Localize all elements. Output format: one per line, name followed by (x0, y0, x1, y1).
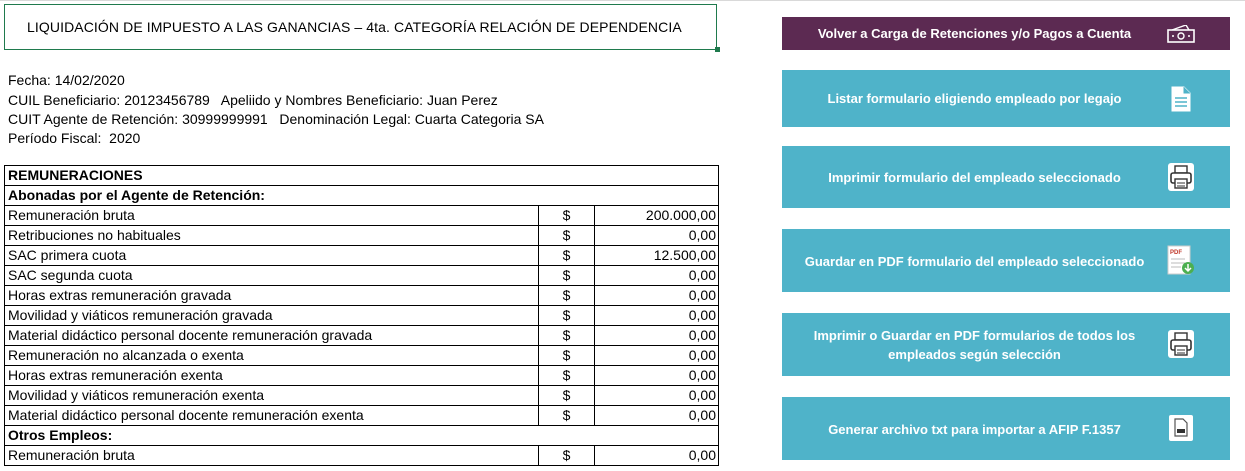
imprimir-formulario-button[interactable] (782, 146, 1230, 208)
document-icon (1166, 86, 1196, 112)
table-row (5, 226, 719, 246)
table-row (5, 306, 719, 326)
printer-icon (1166, 162, 1196, 192)
table-row (5, 406, 719, 426)
row-currency: $ (539, 206, 595, 226)
row-label: Material didáctico personal docente remuneración exenta (5, 406, 539, 426)
generar-txt-label: Generar archivo txt para importar a AFIP F.1357 (828, 422, 1121, 437)
money-icon (1166, 25, 1196, 43)
subsection-header: Abonadas por el Agente de Retención: (5, 186, 719, 206)
subsection-header: Otros Empleos: (5, 426, 719, 446)
imprimir-todos-button[interactable] (782, 313, 1230, 376)
page-title: LIQUIDACIÓN DE IMPUESTO A LAS GANANCIAS – 4ta. CATEGORÍA RELACIÓN DE DEPENDENCIA (4, 4, 717, 50)
row-amount: 0,00 (595, 266, 719, 286)
row-amount: 0,00 (595, 446, 719, 466)
row-currency: $ (539, 366, 595, 386)
row-currency: $ (539, 326, 595, 346)
row-label: Horas extras remuneración exenta (5, 366, 539, 386)
svg-text:PDF: PDF (1170, 250, 1182, 256)
fecha-text: Fecha: 14/02/2020 (8, 72, 125, 88)
row-currency: $ (539, 446, 595, 466)
row-amount: 200.000,00 (595, 206, 719, 226)
row-label: Remuneración bruta (5, 206, 539, 226)
row-label: SAC segunda cuota (5, 266, 539, 286)
table-row (5, 206, 719, 226)
row-label: Remuneración bruta (5, 446, 539, 466)
row-amount: 0,00 (595, 366, 719, 386)
row-currency: $ (539, 246, 595, 266)
periodo-fiscal-text: Período Fiscal: 2020 (8, 130, 141, 146)
row-label: Horas extras remuneración gravada (5, 286, 539, 306)
table-row (5, 346, 719, 366)
row-currency: $ (539, 266, 595, 286)
row-label: Retribuciones no habituales (5, 226, 539, 246)
selection-handle (715, 47, 720, 52)
table-section-row (5, 166, 719, 186)
row-amount: 0,00 (595, 306, 719, 326)
table-subsection-row (5, 186, 719, 206)
row-currency: $ (539, 226, 595, 246)
pdf-download-icon (1166, 245, 1196, 275)
row-currency: $ (539, 306, 595, 326)
table-row (5, 286, 719, 306)
guardar-pdf-button[interactable] (782, 229, 1230, 292)
row-currency: $ (539, 386, 595, 406)
row-label: Remuneración no alcanzada o exenta (5, 346, 539, 366)
table-row (5, 266, 719, 286)
section-header: REMUNERACIONES (5, 166, 719, 186)
imprimir-formulario-label: Imprimir formulario del empleado seleccionado (828, 170, 1121, 185)
row-label: SAC primera cuota (5, 246, 539, 266)
table-row (5, 386, 719, 406)
volver-carga-button[interactable] (782, 17, 1230, 50)
row-amount: 0,00 (595, 226, 719, 246)
table-subsection-row (5, 426, 719, 446)
guardar-pdf-label: Guardar en PDF formulario del empleado seleccionado (804, 254, 1145, 269)
row-label: Material didáctico personal docente remuneración gravada (5, 326, 539, 346)
remuneraciones-table (4, 165, 719, 466)
table-row (5, 366, 719, 386)
volver-carga-label: Volver a Carga de Retenciones y/o Pagos a Cuenta (817, 26, 1132, 41)
row-amount: 0,00 (595, 326, 719, 346)
row-amount: 0,00 (595, 386, 719, 406)
row-amount: 0,00 (595, 406, 719, 426)
top-gridline (0, 0, 1245, 1)
table-row (5, 446, 719, 466)
row-amount: 0,00 (595, 286, 719, 306)
printer-icon (1166, 329, 1196, 359)
cuil-beneficiario-text: CUIL Beneficiario: 20123456789 Apeliido y Nombres Beneficiario: Juan Perez (8, 92, 498, 108)
row-currency: $ (539, 406, 595, 426)
row-amount: 0,00 (595, 346, 719, 366)
txt-file-icon (1166, 414, 1196, 442)
row-currency: $ (539, 346, 595, 366)
generar-txt-button[interactable] (782, 397, 1230, 460)
row-currency: $ (539, 286, 595, 306)
row-label: Movilidad y viáticos remuneración exenta (5, 386, 539, 406)
listar-formulario-button[interactable] (782, 70, 1230, 127)
imprimir-todos-label: Imprimir o Guardar en PDF formularios de todos los empleados según selección (813, 328, 1136, 362)
table-row (5, 246, 719, 266)
table-row (5, 326, 719, 346)
listar-formulario-label: Listar formulario eligiendo empleado por legajo (827, 91, 1122, 106)
cuit-agente-text: CUIT Agente de Retención: 30999999991 Denominación Legal: Cuarta Categoria SA (8, 111, 544, 127)
row-amount: 12.500,00 (595, 246, 719, 266)
row-label: Movilidad y viáticos remuneración gravada (5, 306, 539, 326)
